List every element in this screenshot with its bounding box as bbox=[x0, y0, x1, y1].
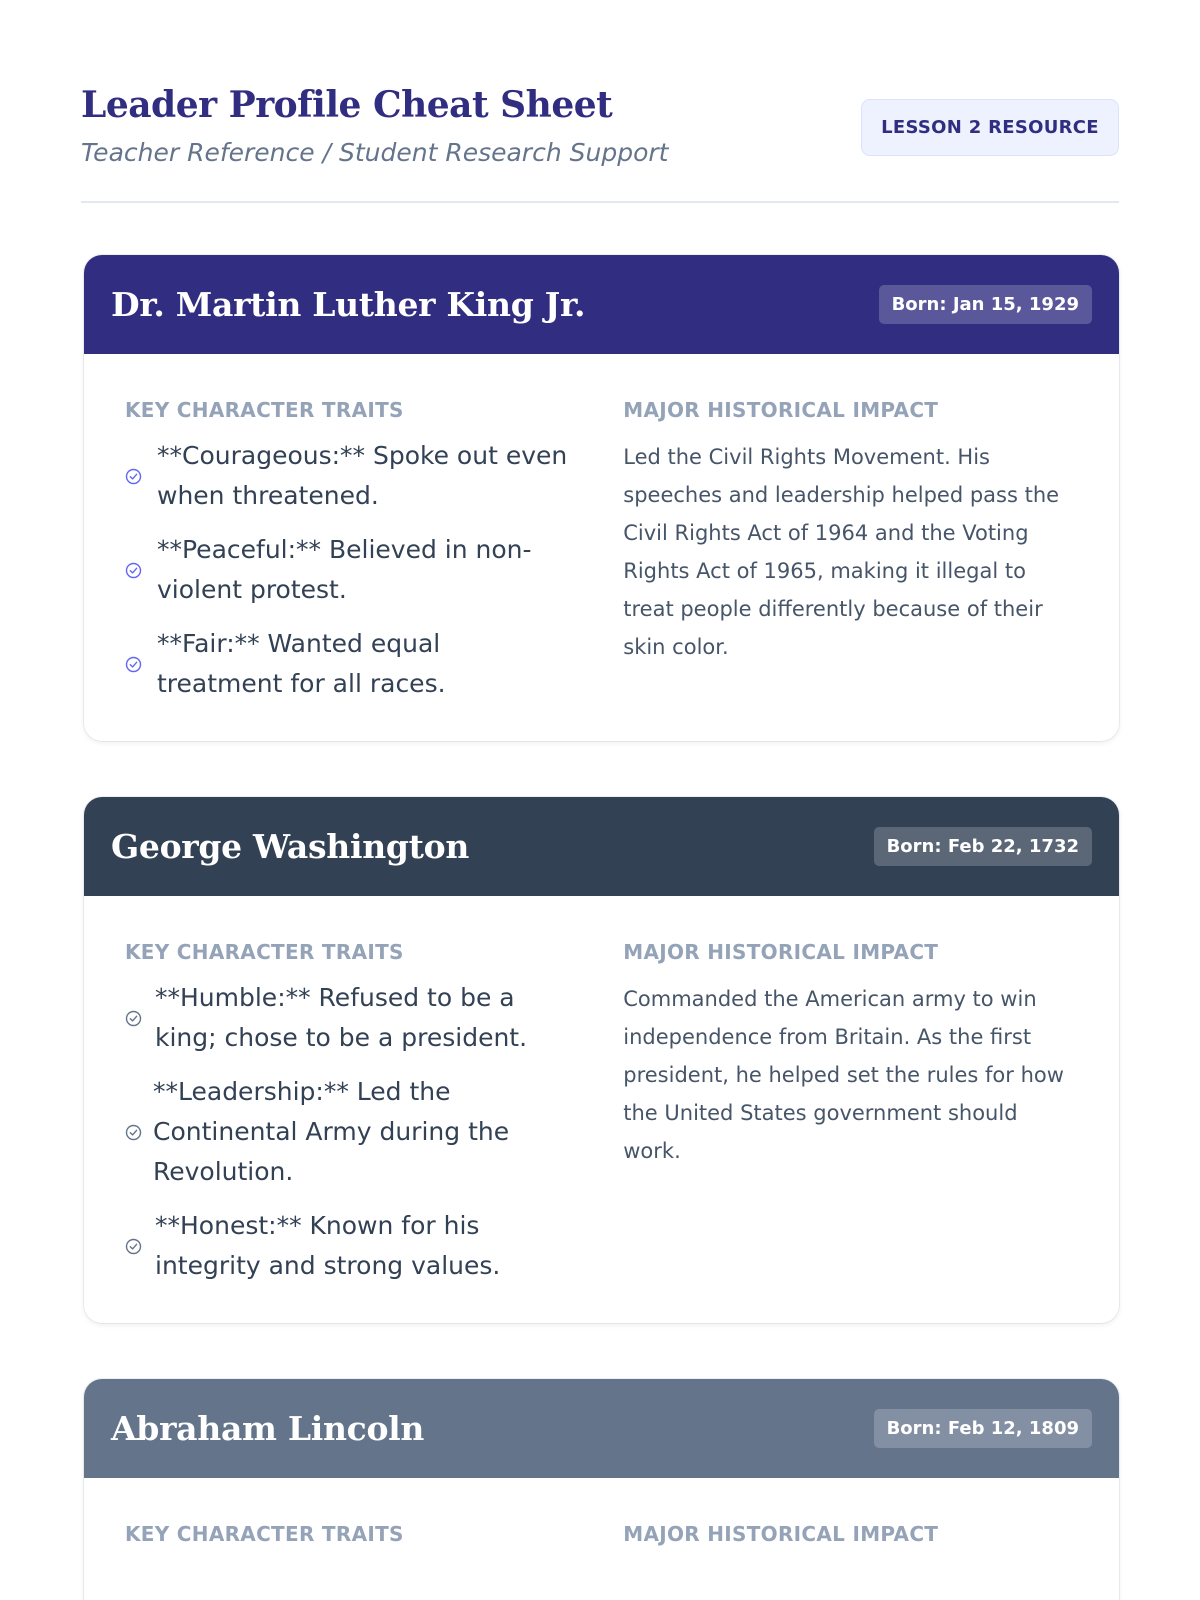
leader-card-body bbox=[84, 896, 1119, 1323]
lesson-resource-badge: LESSON 2 RESOURCE bbox=[861, 99, 1119, 156]
trait-text: **Leadership:** Led the Continental Army during the Revolution. bbox=[153, 1077, 510, 1186]
impact-column bbox=[623, 940, 1078, 1286]
list-item bbox=[125, 1072, 623, 1192]
traits-label: KEY CHARACTER TRAITS bbox=[125, 1522, 404, 1546]
leader-card-header bbox=[84, 1379, 1119, 1478]
leader-card-lincoln bbox=[84, 1379, 1119, 1600]
born-badge: Born: Feb 22, 1732 bbox=[874, 827, 1092, 866]
born-badge: Born: Jan 15, 1929 bbox=[879, 285, 1092, 324]
impact-column bbox=[623, 398, 1078, 704]
traits-label: KEY CHARACTER TRAITS bbox=[125, 398, 404, 422]
impact-label: MAJOR HISTORICAL IMPACT bbox=[623, 940, 939, 964]
impact-text: Led the Civil Rights Movement. His speeches and leadership helped pass the Civil Rights Act of 1964 and the Voting Rights Act of 1965, making it illegal to treat people differently because of their skin color. bbox=[623, 445, 1060, 659]
traits-list bbox=[125, 978, 623, 1286]
leader-name: George Washington bbox=[111, 827, 470, 866]
page-title: Leader Profile Cheat Sheet bbox=[81, 84, 613, 126]
traits-column bbox=[125, 940, 623, 1286]
leader-card-header bbox=[84, 797, 1119, 896]
trait-text: **Courageous:** Spoke out even when threatened. bbox=[157, 441, 568, 510]
list-item bbox=[125, 624, 623, 704]
page-header bbox=[81, 0, 1119, 203]
list-item bbox=[125, 530, 623, 610]
trait-text: **Humble:** Refused to be a king; chose to be a president. bbox=[155, 983, 528, 1052]
list-item bbox=[125, 978, 623, 1058]
born-badge: Born: Feb 12, 1809 bbox=[874, 1409, 1092, 1448]
page-subtitle: Teacher Reference / Student Research Support bbox=[81, 138, 669, 167]
traits-column bbox=[125, 398, 623, 704]
check-circle-icon bbox=[125, 468, 157, 485]
traits-list bbox=[125, 436, 623, 704]
leader-name: Dr. Martin Luther King Jr. bbox=[111, 285, 586, 324]
list-item bbox=[125, 1206, 623, 1286]
trait-text: **Peaceful:** Believed in non-violent protest. bbox=[157, 535, 532, 604]
trait-text: **Fair:** Wanted equal treatment for all races. bbox=[157, 629, 446, 698]
traits-label: KEY CHARACTER TRAITS bbox=[125, 940, 404, 964]
list-item bbox=[125, 436, 623, 516]
leader-card-header bbox=[84, 255, 1119, 354]
impact-column bbox=[623, 1522, 1078, 1560]
leader-card-body bbox=[84, 1478, 1119, 1600]
impact-label: MAJOR HISTORICAL IMPACT bbox=[623, 1522, 939, 1546]
impact-text: Commanded the American army to win independence from Britain. As the first president, he helped set the rules for how the United States government should work. bbox=[623, 987, 1064, 1163]
leader-name: Abraham Lincoln bbox=[111, 1409, 425, 1448]
check-circle-icon bbox=[125, 562, 157, 579]
impact-label: MAJOR HISTORICAL IMPACT bbox=[623, 398, 939, 422]
leader-card-washington bbox=[84, 797, 1119, 1323]
trait-text: **Honest:** Known for his integrity and strong values. bbox=[155, 1211, 501, 1280]
traits-column bbox=[125, 1522, 623, 1560]
check-circle-icon bbox=[125, 1238, 155, 1255]
check-circle-icon bbox=[125, 1010, 155, 1027]
check-circle-icon bbox=[125, 1124, 153, 1141]
check-circle-icon bbox=[125, 656, 157, 673]
leader-card-body bbox=[84, 354, 1119, 741]
leader-card-mlk bbox=[84, 255, 1119, 741]
